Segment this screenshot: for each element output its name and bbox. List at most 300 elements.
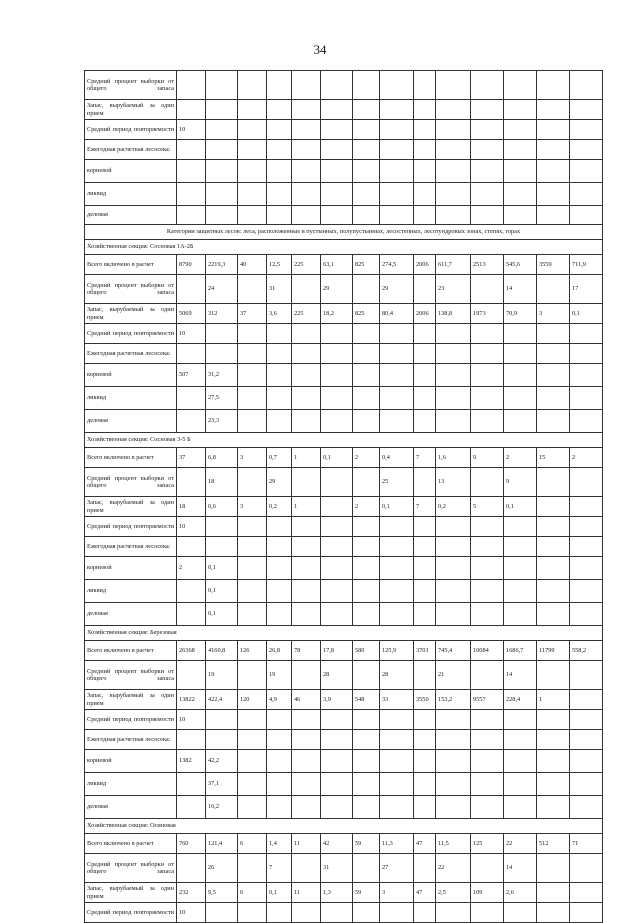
table-cell bbox=[504, 100, 537, 120]
table-cell bbox=[292, 410, 321, 433]
table-row bbox=[85, 255, 603, 275]
table-cell bbox=[292, 517, 321, 537]
table-cell bbox=[177, 603, 206, 626]
row-label: Запас, вырубаемый за один прием bbox=[85, 100, 177, 120]
table-cell: 1,6 bbox=[436, 448, 471, 468]
table-cell bbox=[353, 557, 380, 580]
table-cell: 14 bbox=[504, 275, 537, 304]
table-cell: 3 bbox=[238, 448, 267, 468]
table-cell bbox=[537, 854, 570, 883]
table-cell bbox=[436, 71, 471, 100]
table-cell: 6 bbox=[238, 834, 267, 854]
table-cell: 9,5 bbox=[206, 883, 238, 903]
table-cell: 4,9 bbox=[267, 690, 292, 710]
table-cell bbox=[570, 140, 603, 160]
table-cell bbox=[267, 537, 292, 557]
table-cell: 274,5 bbox=[380, 255, 414, 275]
table-cell: 19 bbox=[206, 661, 238, 690]
table-cell: 16,2 bbox=[206, 796, 238, 819]
table-cell bbox=[206, 183, 238, 206]
table-cell bbox=[436, 364, 471, 387]
row-label: деловая bbox=[85, 796, 177, 819]
table-cell bbox=[177, 580, 206, 603]
table-cell bbox=[380, 364, 414, 387]
table-cell bbox=[267, 796, 292, 819]
row-label: Средний процент выборки от общего запаса bbox=[85, 661, 177, 690]
table-cell bbox=[537, 497, 570, 517]
table-cell: 507 bbox=[177, 364, 206, 387]
table-cell bbox=[238, 275, 267, 304]
table-cell bbox=[206, 140, 238, 160]
table-cell: 0,2 bbox=[267, 497, 292, 517]
table-cell: 0,6 bbox=[206, 497, 238, 517]
table-cell: 2,5 bbox=[436, 883, 471, 903]
row-label: Запас, вырубаемый за один прием bbox=[85, 497, 177, 517]
table-cell: 31 bbox=[267, 275, 292, 304]
table-cell: 31,2 bbox=[206, 364, 238, 387]
table-cell bbox=[414, 468, 436, 497]
table-cell: 21 bbox=[436, 661, 471, 690]
table-cell bbox=[537, 100, 570, 120]
row-label: Средний период повторяемости bbox=[85, 324, 177, 344]
table-cell bbox=[504, 710, 537, 730]
table-cell: 3,6 bbox=[267, 304, 292, 324]
table-cell bbox=[471, 183, 504, 206]
table-cell: 2 bbox=[570, 448, 603, 468]
table-cell: 9 bbox=[504, 468, 537, 497]
table-cell bbox=[292, 140, 321, 160]
table-cell: 225 bbox=[292, 304, 321, 324]
table-cell: 3701 bbox=[414, 641, 436, 661]
table-cell bbox=[471, 537, 504, 557]
table-cell bbox=[267, 750, 292, 773]
table-cell: 825 bbox=[353, 255, 380, 275]
table-cell bbox=[353, 140, 380, 160]
table-cell: 0,1 bbox=[206, 603, 238, 626]
table-cell bbox=[537, 517, 570, 537]
table-cell bbox=[380, 324, 414, 344]
table-cell: 11799 bbox=[537, 641, 570, 661]
page-number: 34 bbox=[313, 42, 327, 57]
table-cell bbox=[353, 275, 380, 304]
table-cell: 611,7 bbox=[436, 255, 471, 275]
table-cell bbox=[238, 603, 267, 626]
table-cell bbox=[380, 160, 414, 183]
table-cell bbox=[537, 160, 570, 183]
table-cell bbox=[321, 387, 353, 410]
table-cell bbox=[292, 275, 321, 304]
table-cell bbox=[537, 557, 570, 580]
table-cell: 0,1 bbox=[206, 580, 238, 603]
table-cell bbox=[267, 773, 292, 796]
table-cell bbox=[436, 580, 471, 603]
table-cell bbox=[238, 387, 267, 410]
table-cell: 25 bbox=[380, 468, 414, 497]
table-cell bbox=[414, 387, 436, 410]
table-cell: 109 bbox=[471, 883, 504, 903]
table-cell: 1 bbox=[292, 497, 321, 517]
table-cell bbox=[537, 710, 570, 730]
table-cell bbox=[380, 557, 414, 580]
table-cell bbox=[504, 120, 537, 140]
table-cell bbox=[436, 140, 471, 160]
table-cell: 80,4 bbox=[380, 304, 414, 324]
table-cell: 225 bbox=[292, 255, 321, 275]
section-title-text: Хозяйственная секция: Сосновая 1А-2Б bbox=[85, 240, 603, 255]
table-cell bbox=[267, 324, 292, 344]
row-label: Запас, вырубаемый за один прием bbox=[85, 883, 177, 903]
table-cell bbox=[436, 603, 471, 626]
table-cell: 8790 bbox=[177, 255, 206, 275]
table-cell: 37 bbox=[177, 448, 206, 468]
table-cell: 2513 bbox=[471, 255, 504, 275]
table-cell bbox=[267, 160, 292, 183]
table-cell bbox=[537, 206, 570, 225]
row-label: Средний период повторяемости bbox=[85, 120, 177, 140]
table-cell: 1 bbox=[292, 448, 321, 468]
table-cell bbox=[414, 100, 436, 120]
table-cell bbox=[570, 903, 603, 923]
table-cell bbox=[537, 71, 570, 100]
table-cell: 18,2 bbox=[321, 304, 353, 324]
table-cell bbox=[504, 773, 537, 796]
table-cell bbox=[321, 603, 353, 626]
table-row bbox=[85, 710, 603, 730]
table-cell bbox=[436, 750, 471, 773]
table-cell bbox=[537, 883, 570, 903]
table-cell: 18 bbox=[206, 468, 238, 497]
table-cell bbox=[177, 796, 206, 819]
table-cell bbox=[380, 517, 414, 537]
table-cell bbox=[380, 410, 414, 433]
row-label: корневой bbox=[85, 160, 177, 183]
table-cell: 22 bbox=[436, 854, 471, 883]
table-cell bbox=[436, 730, 471, 750]
table-cell bbox=[206, 344, 238, 364]
row-label: корневой bbox=[85, 750, 177, 773]
table-cell bbox=[353, 710, 380, 730]
table-cell bbox=[380, 773, 414, 796]
table-cell bbox=[353, 517, 380, 537]
table-cell: 17,8 bbox=[321, 641, 353, 661]
table-cell: 15 bbox=[537, 448, 570, 468]
table-row bbox=[85, 903, 603, 923]
table-cell: 153,2 bbox=[436, 690, 471, 710]
row-label: Средний процент выборки от общего запаса bbox=[85, 854, 177, 883]
table-row bbox=[85, 517, 603, 537]
table-cell bbox=[570, 160, 603, 183]
table-cell: 42,2 bbox=[206, 750, 238, 773]
table-cell bbox=[504, 344, 537, 364]
table-cell bbox=[292, 206, 321, 225]
table-cell bbox=[570, 364, 603, 387]
table-row bbox=[85, 324, 603, 344]
table-cell bbox=[206, 324, 238, 344]
table-cell bbox=[504, 730, 537, 750]
table-cell bbox=[238, 410, 267, 433]
table-cell bbox=[537, 730, 570, 750]
table-cell bbox=[471, 206, 504, 225]
table-cell bbox=[414, 537, 436, 557]
row-label: Всего включено в расчет bbox=[85, 255, 177, 275]
row-label: ликвид bbox=[85, 580, 177, 603]
row-label: деловая bbox=[85, 410, 177, 433]
table-cell bbox=[537, 468, 570, 497]
table-cell bbox=[570, 580, 603, 603]
table-cell bbox=[414, 517, 436, 537]
table-cell bbox=[504, 603, 537, 626]
table-cell bbox=[414, 324, 436, 344]
table-cell bbox=[570, 710, 603, 730]
table-cell: 0,7 bbox=[267, 448, 292, 468]
table-cell bbox=[471, 730, 504, 750]
table-cell: 24 bbox=[206, 275, 238, 304]
table-cell bbox=[206, 730, 238, 750]
table-cell bbox=[353, 344, 380, 364]
table-cell bbox=[537, 580, 570, 603]
table-cell bbox=[353, 387, 380, 410]
table-cell: 18 bbox=[177, 497, 206, 517]
table-cell bbox=[267, 603, 292, 626]
table-cell: 59 bbox=[353, 883, 380, 903]
table-cell: 1 bbox=[537, 690, 570, 710]
table-cell bbox=[380, 140, 414, 160]
table-cell bbox=[537, 410, 570, 433]
table-cell bbox=[570, 517, 603, 537]
table-cell: 2,6 bbox=[504, 883, 537, 903]
table-cell bbox=[267, 580, 292, 603]
table-cell: 7 bbox=[414, 497, 436, 517]
table-cell: 2006 bbox=[414, 255, 436, 275]
table-cell bbox=[436, 324, 471, 344]
row-label: Запас, вырубаемый за один прием bbox=[85, 690, 177, 710]
table-cell: 14 bbox=[504, 854, 537, 883]
table-cell bbox=[414, 661, 436, 690]
table-cell bbox=[570, 324, 603, 344]
table-cell: 37 bbox=[238, 304, 267, 324]
table-cell bbox=[238, 71, 267, 100]
table-cell bbox=[570, 883, 603, 903]
table-row bbox=[85, 364, 603, 387]
table-cell: 3 bbox=[537, 304, 570, 324]
table-cell bbox=[321, 160, 353, 183]
table-cell bbox=[321, 773, 353, 796]
table-cell bbox=[471, 140, 504, 160]
table-cell bbox=[570, 344, 603, 364]
table-cell bbox=[414, 854, 436, 883]
table-cell bbox=[292, 364, 321, 387]
table-cell bbox=[238, 796, 267, 819]
table-cell: 7 bbox=[414, 448, 436, 468]
table-cell bbox=[353, 71, 380, 100]
table-cell bbox=[436, 537, 471, 557]
table-cell bbox=[321, 71, 353, 100]
table-cell bbox=[238, 557, 267, 580]
table-cell bbox=[292, 324, 321, 344]
table-row bbox=[85, 641, 603, 661]
table-cell bbox=[321, 140, 353, 160]
table-cell bbox=[177, 537, 206, 557]
table-cell: 10 bbox=[177, 324, 206, 344]
table-cell bbox=[414, 410, 436, 433]
table-cell bbox=[321, 120, 353, 140]
table-cell bbox=[436, 206, 471, 225]
table-cell bbox=[267, 140, 292, 160]
table-cell bbox=[537, 773, 570, 796]
table-cell bbox=[471, 557, 504, 580]
table-cell bbox=[380, 730, 414, 750]
table-cell bbox=[436, 710, 471, 730]
table-cell bbox=[504, 537, 537, 557]
table-cell: 711,9 bbox=[570, 255, 603, 275]
table-row bbox=[85, 468, 603, 497]
table-cell bbox=[292, 344, 321, 364]
table-cell: 512 bbox=[537, 834, 570, 854]
table-cell bbox=[380, 796, 414, 819]
table-cell bbox=[238, 537, 267, 557]
table-cell: 59 bbox=[353, 834, 380, 854]
table-cell bbox=[353, 206, 380, 225]
table-cell: 3,9 bbox=[321, 690, 353, 710]
table-cell: 126 bbox=[238, 641, 267, 661]
table-cell: 9557 bbox=[471, 690, 504, 710]
table-cell: 5 bbox=[471, 497, 504, 517]
table-cell bbox=[471, 773, 504, 796]
table-cell bbox=[380, 710, 414, 730]
table-cell bbox=[177, 387, 206, 410]
row-label: деловая bbox=[85, 206, 177, 225]
table-cell bbox=[537, 344, 570, 364]
table-cell: 12,5 bbox=[267, 255, 292, 275]
table-cell bbox=[380, 120, 414, 140]
table-cell bbox=[177, 275, 206, 304]
table-row bbox=[85, 275, 603, 304]
table-cell bbox=[206, 537, 238, 557]
table-cell bbox=[537, 324, 570, 344]
table-cell bbox=[414, 796, 436, 819]
table-cell bbox=[292, 603, 321, 626]
section-title-text: Хозяйственная секция: Осиновая bbox=[85, 819, 603, 834]
table-cell bbox=[414, 557, 436, 580]
table-cell bbox=[238, 183, 267, 206]
table-cell bbox=[471, 71, 504, 100]
table-cell bbox=[353, 324, 380, 344]
table-cell bbox=[353, 730, 380, 750]
table-row bbox=[85, 603, 603, 626]
table-row bbox=[85, 557, 603, 580]
table-cell bbox=[321, 537, 353, 557]
table-cell bbox=[177, 661, 206, 690]
table-cell bbox=[321, 100, 353, 120]
table-cell: 33 bbox=[380, 690, 414, 710]
table-cell: 26368 bbox=[177, 641, 206, 661]
table-cell bbox=[570, 796, 603, 819]
table-cell bbox=[321, 517, 353, 537]
table-cell: 2006 bbox=[414, 304, 436, 324]
table-cell: 2 bbox=[177, 557, 206, 580]
table-cell bbox=[321, 497, 353, 517]
table-cell bbox=[537, 140, 570, 160]
table-cell bbox=[353, 183, 380, 206]
table-cell bbox=[321, 324, 353, 344]
row-label: корневой bbox=[85, 364, 177, 387]
table-cell bbox=[238, 344, 267, 364]
table-cell bbox=[238, 140, 267, 160]
table-cell: 0,4 bbox=[380, 448, 414, 468]
table-cell: 3559 bbox=[537, 255, 570, 275]
table-cell bbox=[570, 183, 603, 206]
table-cell bbox=[414, 183, 436, 206]
table-cell bbox=[504, 903, 537, 923]
table-cell bbox=[292, 387, 321, 410]
table-cell bbox=[353, 661, 380, 690]
table-cell bbox=[471, 580, 504, 603]
table-cell bbox=[177, 773, 206, 796]
row-label: Средний процент выборки от общего запаса bbox=[85, 275, 177, 304]
table-cell bbox=[321, 580, 353, 603]
table-cell bbox=[238, 661, 267, 690]
table-cell bbox=[570, 557, 603, 580]
table-row bbox=[85, 883, 603, 903]
table-cell bbox=[267, 410, 292, 433]
table-cell: 28 bbox=[380, 661, 414, 690]
table-cell bbox=[353, 796, 380, 819]
table-cell: 0,1 bbox=[206, 557, 238, 580]
table-cell: 2219,3 bbox=[206, 255, 238, 275]
table-cell bbox=[238, 710, 267, 730]
table-row bbox=[85, 140, 603, 160]
table-cell bbox=[570, 100, 603, 120]
table-row bbox=[85, 387, 603, 410]
table-cell bbox=[206, 160, 238, 183]
table-cell bbox=[206, 120, 238, 140]
table-cell: 9 bbox=[471, 448, 504, 468]
table-cell: 2 bbox=[504, 448, 537, 468]
table-cell bbox=[292, 661, 321, 690]
table-cell: 29 bbox=[380, 275, 414, 304]
table-cell: 0,1 bbox=[321, 448, 353, 468]
table-cell: 10 bbox=[177, 120, 206, 140]
table-row bbox=[85, 690, 603, 710]
table-cell bbox=[436, 517, 471, 537]
row-label: Ежегодная расчетная лесосека: bbox=[85, 140, 177, 160]
table-cell bbox=[353, 100, 380, 120]
table-cell: 0,1 bbox=[504, 497, 537, 517]
table-cell: 0,1 bbox=[380, 497, 414, 517]
section-title bbox=[85, 240, 603, 255]
table-cell bbox=[206, 710, 238, 730]
table-cell bbox=[471, 903, 504, 923]
section-title bbox=[85, 433, 603, 448]
table-cell bbox=[292, 160, 321, 183]
table-cell bbox=[292, 730, 321, 750]
row-label: деловая bbox=[85, 603, 177, 626]
table-cell bbox=[238, 580, 267, 603]
table-cell bbox=[414, 603, 436, 626]
table-cell bbox=[504, 183, 537, 206]
table-cell: 29 bbox=[321, 275, 353, 304]
table-cell bbox=[292, 710, 321, 730]
table-cell: 40 bbox=[238, 255, 267, 275]
table-cell bbox=[380, 183, 414, 206]
table-cell bbox=[537, 750, 570, 773]
table-cell bbox=[177, 206, 206, 225]
table-cell bbox=[321, 710, 353, 730]
table-cell bbox=[238, 730, 267, 750]
table-cell: 2 bbox=[353, 448, 380, 468]
table-row bbox=[85, 730, 603, 750]
table-cell: 138,8 bbox=[436, 304, 471, 324]
